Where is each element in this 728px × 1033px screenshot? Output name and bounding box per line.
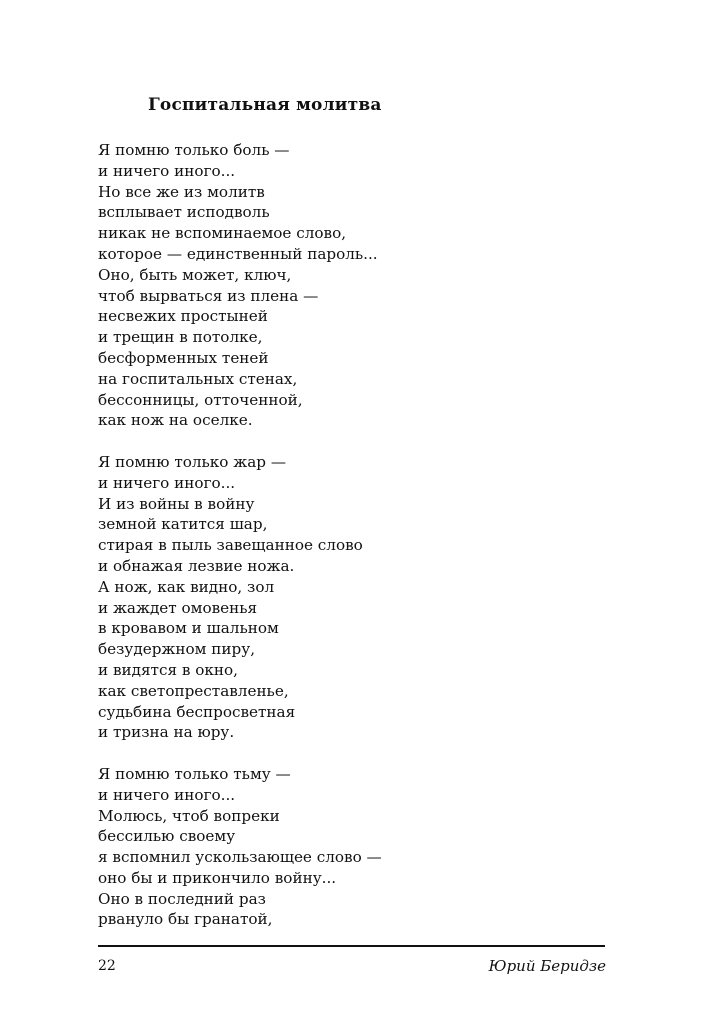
poem-line: рвануло бы гранатой, <box>98 910 273 929</box>
poem-line: безудержном пиру, <box>98 640 256 659</box>
poem-line: в кровавом и шальном <box>98 619 279 638</box>
poem-line: Но все же из молитв <box>98 182 265 201</box>
poem-line: и видятся в окно, <box>98 660 238 679</box>
poem-line: бессонницы, отточенной, <box>98 390 303 409</box>
page-number: 22 <box>98 958 116 974</box>
poem-line: земной катится шар, <box>98 515 268 534</box>
poem-line: и трещин в потолке, <box>98 328 263 347</box>
poem-line: и тризна на юру. <box>98 723 235 742</box>
poem-line: Оно, быть может, ключ, <box>98 265 292 284</box>
poem-line: всплывает исподволь <box>98 203 270 222</box>
poem-body <box>98 140 618 951</box>
poem-line: как нож на оселке. <box>98 411 253 430</box>
poem-line: и ничего иного... <box>98 785 236 804</box>
poem-line: оно бы и прикончило войну... <box>98 868 337 887</box>
poem-line: судьбина беспросветная <box>98 702 296 721</box>
poem-line: как светопреставленье, <box>98 681 289 700</box>
poem-line: стирая в пыль завещанное слово <box>98 536 363 555</box>
poem-line: Я помню только жар — <box>98 452 287 471</box>
poem-line: Оно в последний раз <box>98 889 266 908</box>
poem-line: бесформенных теней <box>98 348 269 367</box>
poem-line: Я помню только боль — <box>98 141 290 159</box>
poem-line: несвежих простыней <box>98 307 268 326</box>
poem-line: Молюсь, чтоб вопреки <box>98 806 280 825</box>
footer-divider <box>98 945 605 947</box>
running-footer-author: Юрий Беридзе <box>488 957 606 975</box>
stanza-2 <box>98 452 618 743</box>
poem-line: которое — единственный пароль... <box>98 244 378 263</box>
poem-line: и обнажая лезвие ножа. <box>98 556 295 575</box>
poem-line: и ничего иного... <box>98 473 236 492</box>
stanza-1 <box>98 140 618 431</box>
poem-line: никак не вспоминаемое слово, <box>98 224 347 243</box>
poem-line: я вспомнил ускользающее слово — <box>98 848 382 867</box>
poem-line: А нож, как видно, зол <box>98 577 275 596</box>
stanza-3 <box>98 764 618 930</box>
poem-line: Я помню только тьму — <box>98 764 291 783</box>
poem-title: Госпитальная молитва <box>148 95 382 115</box>
poem-line: чтоб вырваться из плена — <box>98 286 319 305</box>
poem-line: и жаждет омовенья <box>98 598 258 617</box>
poem-line: И из войны в войну <box>98 494 255 513</box>
poem-line: бессилью своему <box>98 827 236 846</box>
poem-line: и ничего иного... <box>98 161 236 180</box>
poem-line: на госпитальных стенах, <box>98 369 298 388</box>
